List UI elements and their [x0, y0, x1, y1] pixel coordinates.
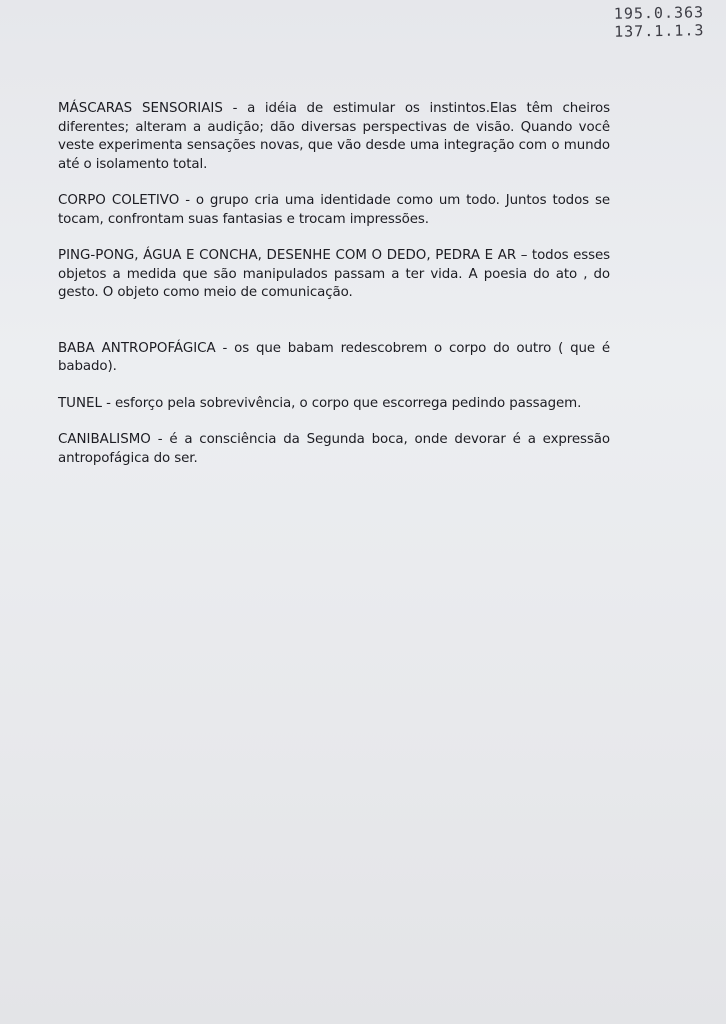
entry-text: o grupo cria uma identidade como um todo. Juntos todos se tocam, confrontam suas fantasias e trocam impressões.: [58, 193, 611, 227]
archive-code-secondary: 137.1.1.3: [613, 21, 705, 41]
entry-text: os que babam redescobrem o corpo do outro ( que é babado).: [58, 340, 611, 374]
entry-term: TUNEL: [58, 395, 102, 411]
entry-separator: -: [101, 395, 115, 411]
glossary-entries: [58, 100, 610, 468]
entry-separator: –: [516, 248, 532, 263]
entry-separator: -: [222, 101, 248, 116]
entry-term: BABA ANTROPOFÁGICA: [58, 340, 216, 356]
entry-tunel: [58, 395, 610, 414]
entry-mascaras-sensoriais: [58, 100, 610, 174]
entry-separator: -: [179, 193, 196, 208]
entry-term: CORPO COLETIVO: [58, 193, 180, 208]
entry-separator: -: [150, 432, 170, 447]
entry-term: PING-PONG, ÁGUA E CONCHA, DESENHE COM O DEDO, PEDRA E AR: [58, 248, 517, 263]
entry-corpo-coletivo: [58, 192, 610, 229]
entry-text: esforço pela sobrevivência, o corpo que escorrega pedindo passagem.: [114, 395, 582, 411]
entry-text: a idéia de estimular os instintos.Elas têm cheiros diferentes; alteram a audição; dão diversas perspectivas de visão. Quando você veste experimenta sensações novas, que vão desde uma integração com o mundo até o isolamento total.: [58, 101, 611, 172]
entry-ping-pong: [58, 247, 610, 303]
entry-text: todos esses objetos a medida que são manipulados passam a ter vida. A poesia do ato , do gesto. O objeto como meio de comunicação.: [58, 248, 610, 300]
entry-separator: -: [215, 340, 235, 356]
archive-reference-codes: [613, 3, 704, 41]
entry-baba-antropofagica: [58, 340, 610, 377]
archive-code-primary: 195.0.363: [613, 3, 704, 23]
entry-term: CANIBALISMO: [58, 432, 151, 447]
entry-term: MÁSCARAS SENSORIAIS: [58, 101, 223, 116]
entry-text: é a consciência da Segunda boca, onde devorar é a expressão antropofágica do ser.: [58, 432, 610, 466]
entry-canibalismo: [58, 431, 610, 468]
